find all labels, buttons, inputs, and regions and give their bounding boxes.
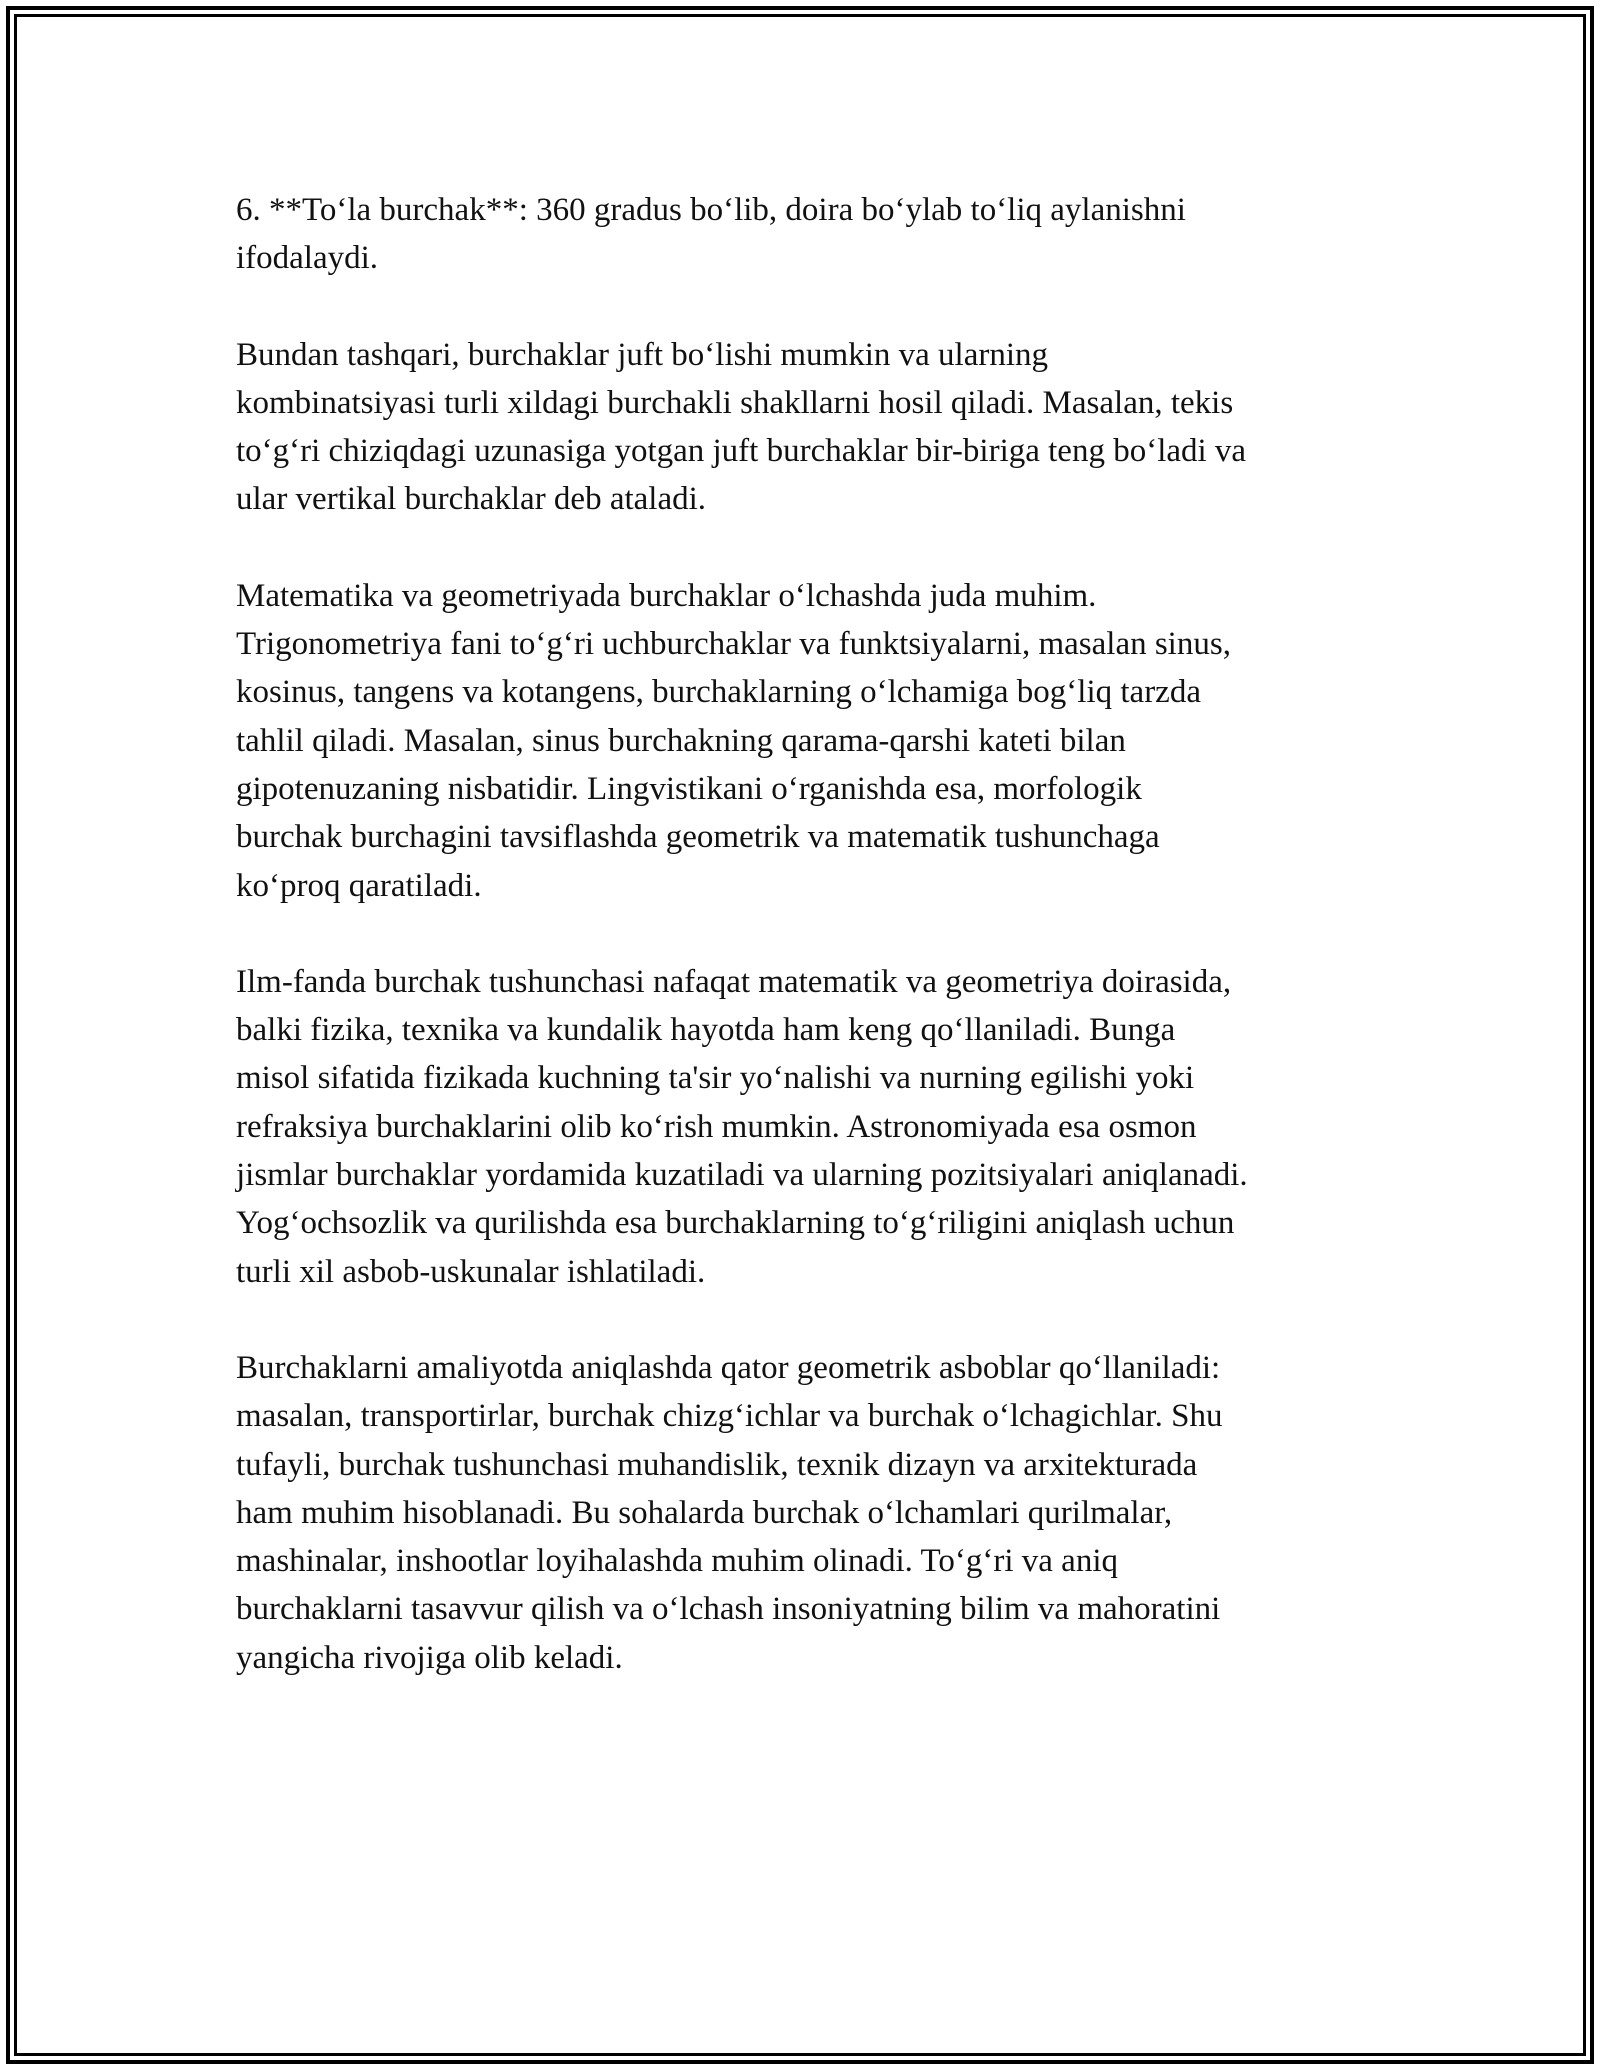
text-line: yangicha rivojiga olib keladi. (236, 1639, 623, 1676)
text-line: burchaklarni tasavvur qilish va o‘lchash insoniyatning bilim va mahoratini (236, 1591, 1221, 1628)
text-line: Trigonometriya fani to‘g‘ri uchburchaklar va funktsiyalarni, masalan sinus, (236, 626, 1231, 663)
text-line: mashinalar, inshootlar loyihalashda muhim olinadi. To‘g‘ri va aniq (236, 1543, 1118, 1580)
paragraph (236, 572, 1376, 910)
text-line: Matematika va geometriyada burchaklar o‘lchashda juda muhim. (236, 577, 1097, 614)
text-line: Bundan tashqari, burchaklar juft bo‘lishi mumkin va ularning (236, 336, 1048, 373)
text-line: misol sifatida fizikada kuchning ta'sir yo‘nalishi va nurning egilishi yoki (236, 1060, 1195, 1097)
text-line: to‘g‘ri chiziqdagi uzunasiga yotgan juft burchaklar bir-biriga teng bo‘ladi va (236, 433, 1247, 470)
paragraph (236, 186, 1376, 283)
text-line: refraksiya burchaklarini olib ko‘rish mumkin. Astronomiyada esa osmon (236, 1108, 1197, 1145)
text-line: ko‘proq qaratiladi. (236, 867, 482, 904)
paragraph (236, 958, 1376, 1296)
text-line: balki fizika, texnika va kundalik hayotda ham keng qo‘llaniladi. Bunga (236, 1012, 1176, 1049)
paragraph (236, 331, 1376, 524)
text-line: burchak burchagini tavsiflashda geometrik va matematik tushunchaga (236, 819, 1160, 856)
text-line: ifodalaydi. (236, 240, 379, 277)
document-body (236, 186, 1376, 1730)
text-line: kombinatsiyasi turli xildagi burchakli shakllarni hosil qiladi. Masalan, tekis (236, 384, 1234, 421)
text-line: Burchaklarni amaliyotda aniqlashda qator geometrik asboblar qo‘llaniladi: (236, 1349, 1221, 1386)
text-line: turli xil asbob-uskunalar ishlatiladi. (236, 1253, 706, 1290)
text-line: jismlar burchaklar yordamida kuzatiladi va ularning pozitsiyalari aniqlanadi. (236, 1157, 1248, 1194)
text-line: 6. **To‘la burchak**: 360 gradus bo‘lib, doira bo‘ylab to‘liq aylanishni (236, 192, 1186, 228)
paragraph (236, 1344, 1376, 1682)
text-line: ular vertikal burchaklar deb ataladi. (236, 481, 707, 518)
text-line: Yog‘ochsozlik va qurilishda esa burchaklarning to‘g‘riligini aniqlash uchun (236, 1205, 1235, 1242)
text-line: tahlil qiladi. Masalan, sinus burchakning qarama-qarshi kateti bilan (236, 722, 1126, 759)
text-line: masalan, transportirlar, burchak chizg‘ichlar va burchak o‘lchagichlar. Shu (236, 1398, 1223, 1435)
text-line: tufayli, burchak tushunchasi muhandislik, texnik dizayn va arxitekturada (236, 1446, 1198, 1483)
text-line: gipotenuzaning nisbatidir. Lingvistikani o‘rganishda esa, morfologik (236, 770, 1142, 807)
text-line: kosinus, tangens va kotangens, burchaklarning o‘lchamiga bog‘liq tarzda (236, 674, 1201, 711)
text-line: Ilm-fanda burchak tushunchasi nafaqat matematik va geometriya doirasida, (236, 963, 1232, 1000)
text-line: ham muhim hisoblanadi. Bu sohalarda burchak o‘lchamlari qurilmalar, (236, 1494, 1173, 1531)
